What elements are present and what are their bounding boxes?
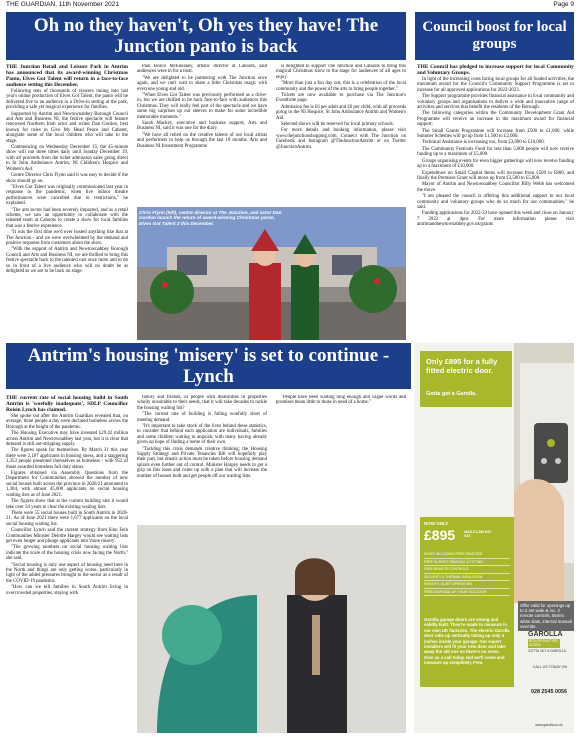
panto-col-3 [276,64,406,204]
paragraph: "Elves Got Talent was originally commissioned last year in response to the pandemic, when live indoor theatre performances were cancelled due to restrictions," he explained. [6,184,128,207]
housing-col-2 [137,395,267,521]
paragraph: Mayor of Antrim and Newtownabbey Councillor Billy Webb has welcomed the move. [417,182,574,193]
paragraph: The Support programme provides financial assistance to local community and voluntary groups and organisations to deliver a wide and innovative range of activities and services that benefit the residents of the Borough. [417,94,574,111]
ad-offer-terms: Offer valid for openings up to 2.4m wide & inc. 2 remote controls, 55mm white slats, internal manual override. [518,601,574,631]
ad-price: £895 [424,527,456,543]
paragraph: "The growing numbers on social housing waiting lists indicate the scale of the housing crisis now facing the North," she said. [6,545,128,562]
paragraph: There were 55 social houses built in South Antrim in 2020-21. As of June 2021 there were 1,677 applicants on the local social housing waiting list. [6,510,128,527]
paragraph: "It's important to take stock of the lives behind these statistics, to consider that behind each application are individuals, families and some children waiting in anguish, with many having already given up hope of finding a home of their own. [137,424,267,446]
paragraph: Sarah Mackey, executive and business support, Arts and Business NI, said it was one for the diary. [137,121,267,132]
paragraph: "The arts sector had been severely impacted, and as a retail scheme, we saw an opportunity to collaborate with the talented team at Cahoots to create a show for local families that was a festive experience. [6,207,128,229]
paragraph: Following tens of thousands of viewers tuning into last year's online production of Elves Got Talent, the panto will be delivered live to an audience in a Drive-in setting at the park, providing a safe yet magical experience for families. [6,89,128,111]
paragraph: "Tackling this crisis demands creative thinking; the Housing Supply Strategy and Private Tenancies Bill will hopefully play their part, but drastic action must be taken before housing demand spirals even further out of control. Minister Hargey needs to get a grip on this issue and come up with a plan that will increase the number of houses built and get people off our waiting lists. [137,446,267,479]
ad-headline: Only £895 for a fully fitted electric door. [426,357,498,375]
logo-wordmark: GAROLLA [528,631,563,638]
runner-page-number: Page 9 [553,1,574,8]
ad-feature-item: FREE REMOTE CONTROLS [424,566,510,574]
logo-strip: ROLLER SHUTTER DOORS [528,639,560,648]
paragraph: Figures obtained via Assembly Questions from the Department for Communities showed the number of new social houses built across the province in 2020/21 amounted to 1,304, with almost 45,000 applicants on social housing waiting lists as of June 2021. [6,471,128,498]
ad-phone-number: 028 2545 0056 [531,689,567,695]
housing-headline: Antrim's housing 'misery' is set to continue -Lynch [6,343,411,389]
paragraph: "With the support of Antrim and Newtownabbey Borough Council and Arts and Business NI, we are thrilled to bring this festive spectacle back to the talented cast once more and to do so in front of a live audience who will no doubt be as delighted as we are to be back on stage. [6,247,128,274]
paragraph: The Community Festivals Fund for less than 5,000 people will now receive funding up to a maximum of £5,000. [417,146,574,158]
panto-headline: Oh no they haven't, Oh yes they have! The Junction panto is back [6,12,406,60]
paragraph: Councillor Lynch said the current strategy from Sinn Fein Communities Minister Deirdre Hargey would see waiting lists get even longer and plunge applicants into 'more misery'. [6,528,128,544]
paragraph: "We have all relied on the creative talents of our local artists and performers to help us through the last 18 months. Arts and Business NI Investment Programme [137,132,267,149]
paragraph: "More than just a fun day out, this is a celebration of the local community and the power of the arts to bring people together." [276,81,406,92]
paragraph: THE Council has pledged to increase support for local Community and Voluntary Groups. [417,64,574,76]
logo-slogan: GOTTA GET A GAROLLA [528,649,566,654]
paragraph: The following categories within the Community Development Grant Aid Programme will receive an increase in the maximum award for financial support: [417,111,574,128]
page-runner [6,0,574,10]
paragraph: Commencing on Wednesday December 15, the 45-minute show will run three times daily until Sunday December 19, with all proceeds from the ticket admission sales going direct to St John Ambulance Antrim, NI Children's Hospice and Women's Aid. [6,145,128,172]
paragraph: For more details and booking information, please visit www.thejunctionshopping.com. Connect with The Junction on Facebook and Instagram @TheJunctionAntrim or on Twitter @JunctionAntrim. [276,128,406,150]
paragraph: THE current rate of social housing build in South Antrim is 'woefully inadequate', SDLP Councillor Roisin Lynch has claimed. [6,395,128,413]
paragraph: "People have been waiting long enough and vague words and promises mean little to those in need of a home." [276,395,406,406]
ad-tagline: Gotta get a Garolla. [426,391,477,397]
ad-feature-list [424,551,510,596]
paragraph: Admission fee is £6 per adult and £6 per child, with all proceeds going to the NI Hospice, St John Ambulance Antrim and Women's Aid. [276,104,406,121]
paragraph: The Housing Executive may have invested £29.42 million across Antrim and Newtownabbey last year, but it is clear that demand is still out-stripping supply. [6,431,128,448]
paragraph: "I am pleased the council is offering this additional support to our local community and voluntary groups who do so much for our communities," he said. [417,194,574,210]
ad-headline-box [420,351,512,407]
paragraph: THE Junction Retail and Leisure Park in Antrim has announced that its award-winning Christmas Panto, Elves Got Talent will return in a face-to-face audience setting this December. [6,64,128,88]
paragraph: Tickets are now available to purchase via The Junction's Eventbrite page. [276,93,406,104]
ad-feature-item: FREE SURVEY, REMOVAL & FITTING [424,559,510,567]
paragraph: Expenditure on Small Capital Items will increase from £500 to £800, and finally the Premises Grant will move up from £3,500 to £5,000. [417,170,574,181]
paragraph: is delighted to support The Junction and Cahoots to bring this magical Christmas show to the stage for audiences of all ages to enjoy. [276,64,406,80]
paragraph: "Social housing is only one aspect of housing need here in the North and things are only getting worse, particularly in light of the added pressures brought to the sector as a result of the COVID-19 pandemic. [6,562,128,584]
paragraph: The Small Grants Programme will increase from £500 to £1,000, while Summer Schemes will go up from £1,500 to £2,000. [417,128,574,140]
housing-col-3 [276,395,406,521]
ad-call-label: CALL US TODAY ON [532,665,568,669]
paragraph: "The current rate of building is falling woefully short of meeting demand. [137,412,267,423]
ad-feature-item: WHITE INCLUDING FREE REMOTES [424,551,510,559]
paragraph: Funding applications for 2022-23 have opened this week and close on January 7 2022 at 4pm. For more information please visit antrimandnewtownabbey.gov.uk/grants [417,211,574,228]
garolla-advert [414,343,574,733]
paragraph: "It was the first time we'd ever hosted anything like that at The Junction - and we were overwhelmed by the demand and positive response from customers about the show. [6,230,128,246]
panto-photo [137,207,406,340]
ad-feature-item: SECURITY & THERMAL INSULATION [424,574,510,582]
paragraph: Centre Director Chris Flynn said it was easy to decide if the show should go on. [6,173,128,184]
runner-publication: THE GUARDIAN, 11th November 2021 [6,1,119,8]
paragraph: She spoke out after the Antrim Guardian revealed that, on average, three people a day were declared homeless across the Borough at the height of the pandemic. [6,414,128,430]
ad-now-only: NOW ONLY [424,521,449,526]
housing-col-1 [6,395,128,733]
paragraph: "When Elves Got Talent was previously performed as a drive-in, but we are thrilled to be back face-to-face with audiences this Christmas. They will really feel part of the spectacle and we have some big surprises up our sleeves to make for some incredible memorable moments." [137,93,267,120]
paragraph: The figures speak for themselves. By March 31 this year there were 2,187 applicants in housing stress, and a staggering 1,353 people presented themselves as homeless - with 952 of those awarded homeless full duty status. [6,448,128,470]
ad-price-panel [420,517,514,687]
ad-feature-item: FREE DISPOSAL OF YOUR OLD DOOR [424,589,510,597]
councillor-photo [137,525,406,733]
paragraph: Technical Assistance is increasing too, from £3,000 to £10,000. [422,140,545,146]
paragraph: Supported by Antrim and Newtownabbey Borough Council and Arts and Business NI, the festive spectacle will feature renowned Northern Irish actor and writer Dan Gordon, best known for roles in Give My Head Peace and Cabaret, alongside some of the local children who will take to the stage. [6,111,128,144]
council-headline: Council boost for local groups [415,12,574,60]
ad-blurb: Garolla garage doors are strong and solidly built. They're made to measure in our own UK factories. The electric Garolla door rolls up vertically taking up only 3 inches inside your garage. Our expert installers will fit your new door and take away the old one so there's no mess. Give us a call today and we'll come and measure up completely Free. [424,617,510,666]
ad-was-price: WAS £1,290 INC VAT [464,530,492,538]
panto-col-1 [6,64,128,340]
panto-col-2 [137,64,267,204]
garolla-logo [528,631,570,661]
paragraph: In light of the increasing costs facing local groups for all funded activities, the maximum award for the Council's Community Support Programme is set to increase for all approved applications for 2022-2023. [417,77,574,93]
paragraph: "How can we tell families in South Antrim living in overcrowded properties, staying with [6,585,128,596]
paragraph: Groups organising events for even bigger gatherings will now receive funding up to a maximum of £10,000. [417,158,574,170]
paragraph: Selected shows will be reserved for local primary schools. [281,122,394,128]
council-body [417,64,574,337]
paragraph: family and friends, or people with disabilities in properties wholly unsuitable to their needs, that it will take decades to tackle the housing waiting list? [137,395,267,411]
paragraph: Paul Bosco McEneaney, artistic director at Cahoots, said audiences were in for a treat. [137,64,267,75]
ad-website: www.garolla.co.uk [535,723,563,727]
ad-feature-item: SMOOTH, QUIET OPERATION [424,581,510,589]
paragraph: "We are delighted to be partnering with The Junction once again, and we can't wait to share a little Christmas magic with everyone young and old. [137,75,267,92]
paragraph: The figures show that at the current building rate it would take over 34 years to clear the existing waiting lists. [6,499,128,510]
panto-photo-caption: Chris Flynn (left), centre director at The Junction, and actor Dan Gordon launch the return of award-winning Christmas panto, Elves Got Talent 2 this December. [139,210,282,226]
